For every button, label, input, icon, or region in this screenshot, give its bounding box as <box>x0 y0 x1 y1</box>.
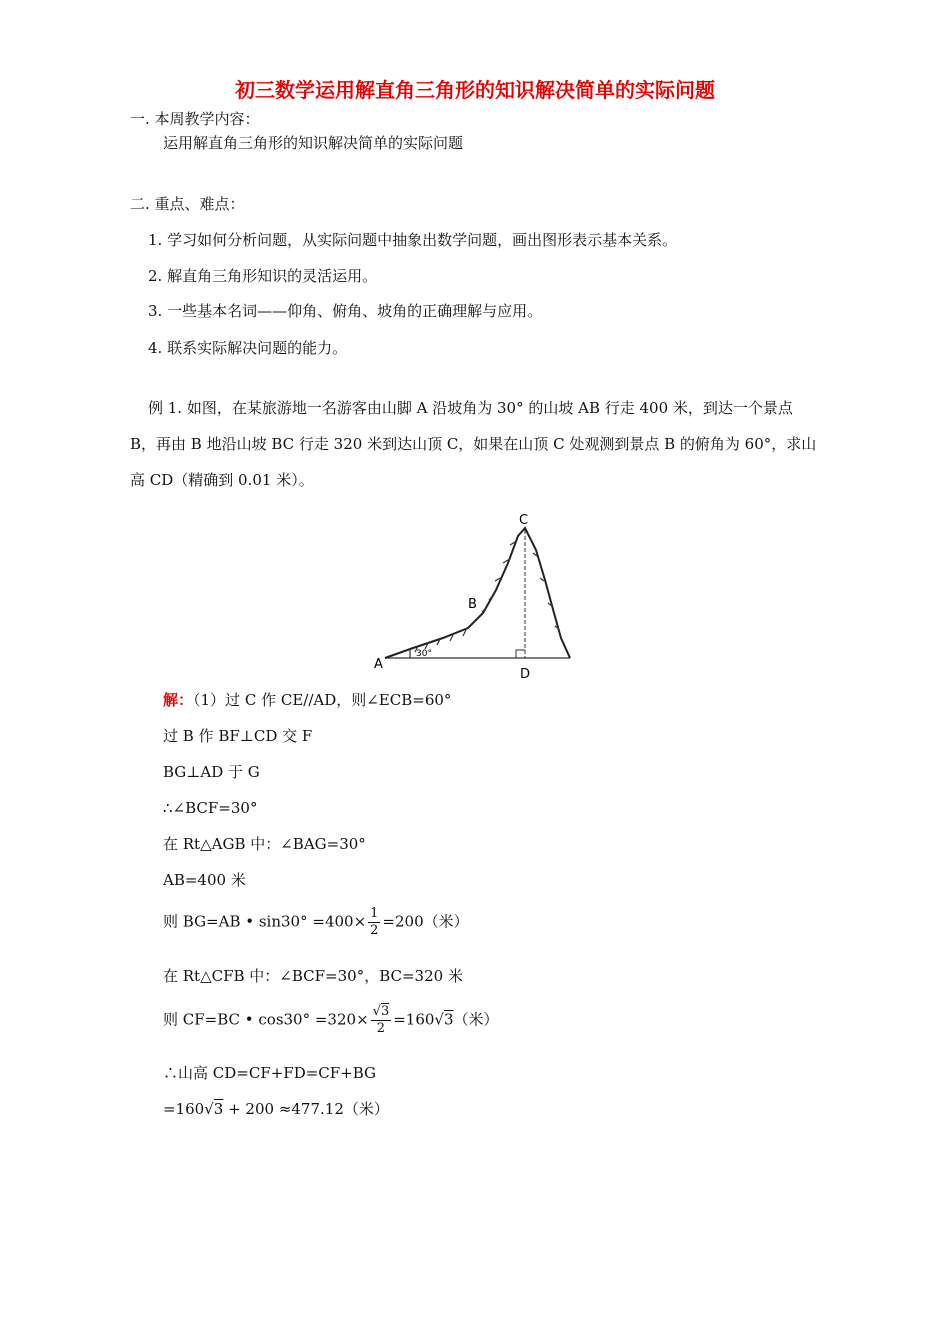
mountain-outline <box>385 528 570 658</box>
right-angle-mark <box>516 650 525 658</box>
list-item: 2. 解直角三角形知识的灵活运用。 <box>148 267 378 285</box>
solution-line: ∴∠BCF=30° <box>163 799 258 817</box>
solution-line: 在 Rt△AGB 中：∠BAG=30° <box>163 835 366 853</box>
solution-line-fraction: 则 BG=AB • sin30° =400× $\frac{1}{2}$ =200（米） <box>163 906 469 938</box>
list-item: 3. 一些基本名词——仰角、俯角、坡角的正确理解与应用。 <box>148 302 543 320</box>
label-a: A <box>374 657 383 672</box>
label-c: C <box>519 513 529 528</box>
solution-line: AB=400 米 <box>163 871 246 889</box>
label-b: B <box>468 597 477 612</box>
page-title: 初三数学运用解直角三角形的知识解决简单的实际问题 <box>235 78 715 102</box>
solution-line: 在 Rt△CFB 中：∠BCF=30°，BC=320 米 <box>163 967 463 985</box>
fraction: $\frac{√3}{2}$ <box>372 1004 390 1036</box>
solution-label: 解： <box>163 691 194 709</box>
list-item: 4. 联系实际解决问题的能力。 <box>148 339 348 357</box>
solution-line: 过 B 作 BF⊥CD 交 F <box>163 727 313 745</box>
solution-line: ∴山高 CD=CF+FD=CF+BG <box>163 1064 377 1082</box>
solution-line-result: =160√3 + 200 ≈477.12（米） <box>163 1100 389 1118</box>
section2-heading: 二. 重点、难点： <box>130 195 245 213</box>
example-text: 例 1. 如图，在某旅游地一名游客由山脚 A 沿坡角为 30° 的山坡 AB 行走 400 米，到达一个景点 B，再由 B 地沿山坡 BC 行走 320 米到达山顶 C，如果在山顶 C 处观测到景点 B 的俯角为 60°，求山高 CD（精确到 0.01 米）。 <box>130 399 817 489</box>
solution-line-fraction: 则 CF=BC • cos30° =320× $\frac{√3}{2}$ =160√3（米） <box>163 1004 499 1036</box>
solution-line: （1）过 C 作 CE//AD，则∠ECB=60° <box>193 691 452 709</box>
list-item: 1. 学习如何分析问题，从实际问题中抽象出数学问题，画出图形表示基本关系。 <box>148 231 678 249</box>
mountain-figure <box>368 508 584 682</box>
label-d: D <box>520 667 531 682</box>
section1-heading: 一. 本周教学内容： <box>130 110 260 128</box>
section1-content: 运用解直角三角形的知识解决简单的实际问题 <box>163 134 464 152</box>
slope-hatching <box>415 542 559 652</box>
angle-label: 30° <box>416 649 432 659</box>
fraction: $\frac{1}{2}$ <box>370 906 379 938</box>
solution-line: BG⊥AD 于 G <box>163 763 260 781</box>
